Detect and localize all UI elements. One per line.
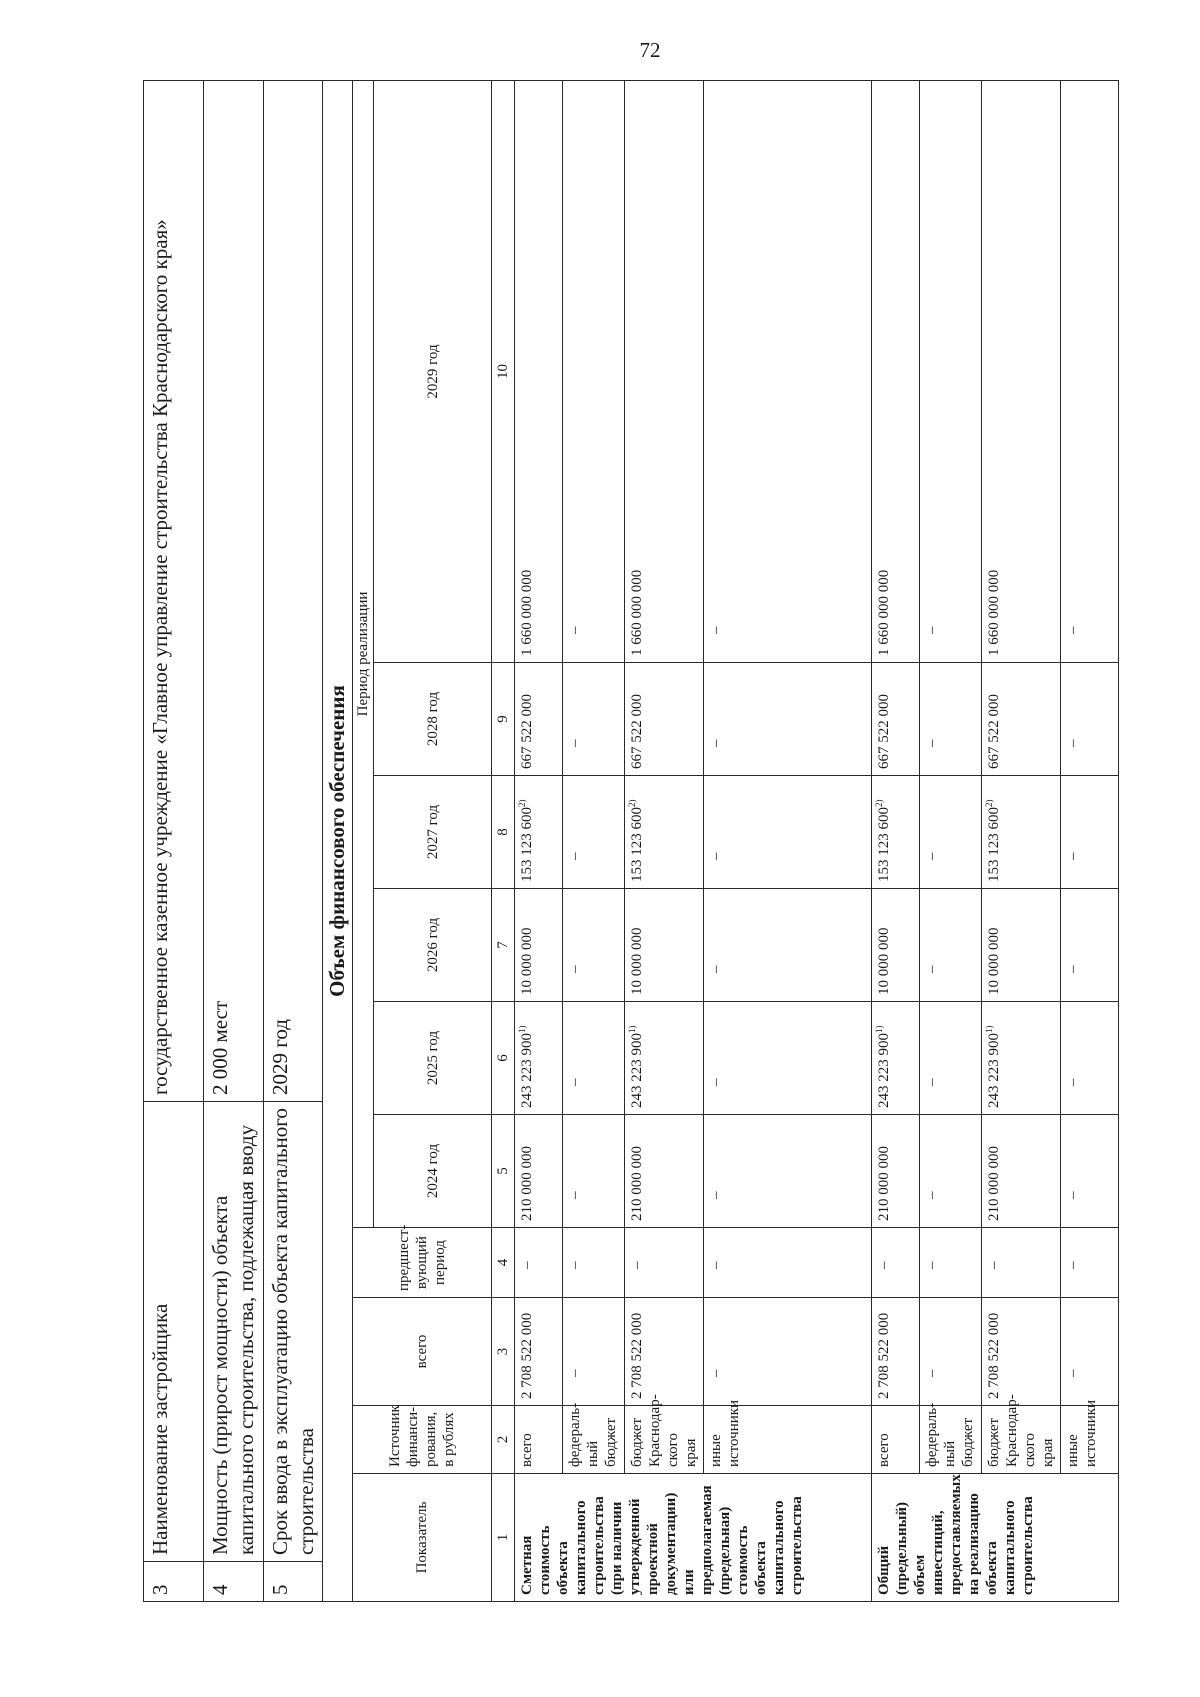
- value-cell: [872, 1228, 920, 1298]
- footnote-mark: 2): [627, 799, 637, 807]
- value-text: –: [1065, 1078, 1081, 1086]
- value-text: –: [708, 965, 724, 973]
- value-cell: [982, 1228, 1061, 1298]
- value-text: 243 223 900: [629, 1033, 645, 1108]
- value-text: –: [924, 1261, 940, 1269]
- column-number: 6: [492, 1002, 515, 1115]
- header-year: 2029 год: [374, 81, 492, 663]
- value-cell: [704, 663, 872, 776]
- section-title: Объем финансового обеспечения: [323, 80, 352, 1602]
- value-text: 10 000 000: [876, 927, 892, 995]
- value-text: 153 123 600: [876, 807, 892, 882]
- value-text: –: [924, 965, 940, 973]
- value-text: –: [567, 739, 583, 747]
- column-number: 7: [492, 889, 515, 1002]
- value-text: –: [567, 1078, 583, 1086]
- value-text: –: [567, 1369, 583, 1377]
- header-previous-period: предшест-вующий период: [353, 1228, 492, 1298]
- info-row-capacity: [204, 81, 264, 1602]
- column-number: 5: [492, 1115, 515, 1228]
- value-text: 1 660 000 000: [629, 569, 645, 656]
- value-text: –: [1065, 965, 1081, 973]
- value-cell: [515, 663, 563, 776]
- row-label: Срок ввода в эксплуатацию объекта капитального строительства: [263, 1102, 323, 1562]
- value-cell: [515, 1115, 563, 1228]
- indicator-cell: Сметная стоимость объекта капитального строительства (при наличии утвержденной проектной документации) или предполагаемая (предельная) стоимость объекта капитального строительства: [515, 1474, 872, 1602]
- value-text: 667 522 000: [876, 694, 892, 769]
- row-label: Наименование застройщика: [144, 1102, 204, 1562]
- value-text: –: [1065, 852, 1081, 860]
- source-cell: федераль-ный бюджет: [563, 1406, 625, 1474]
- header-period: Период реализации: [353, 81, 374, 1228]
- row-label: Мощность (прирост мощности) объекта капитального строительства, подлежащая вводу: [204, 1102, 264, 1562]
- header-total: всего: [353, 1298, 492, 1406]
- value-cell: [920, 776, 982, 889]
- value-cell: [704, 889, 872, 1002]
- value-cell: [515, 81, 563, 663]
- column-number: 8: [492, 776, 515, 889]
- value-cell: [625, 1115, 704, 1228]
- value-text: –: [708, 1261, 724, 1269]
- table-row: [704, 81, 872, 1602]
- source-cell: федераль-ный бюджет: [920, 1406, 982, 1474]
- value-cell: [872, 1298, 920, 1406]
- value-cell: [872, 776, 920, 889]
- value-text: –: [629, 1261, 645, 1269]
- value-cell: [920, 1002, 982, 1115]
- value-cell: [625, 1002, 704, 1115]
- value-text: –: [708, 1191, 724, 1199]
- value-cell: [704, 81, 872, 663]
- row-value: государственное казенное учреждение «Главное управление строительства Краснодарского края»: [144, 81, 204, 1102]
- row-number: 3: [144, 1562, 204, 1602]
- value-cell: [563, 889, 625, 1002]
- value-text: 153 123 600: [629, 807, 645, 882]
- value-text: –: [986, 1261, 1002, 1269]
- value-text: –: [924, 626, 940, 634]
- value-cell: [1061, 776, 1119, 889]
- value-cell: [920, 1298, 982, 1406]
- table-row: [515, 81, 563, 1602]
- footnote-mark: 2): [517, 799, 527, 807]
- value-cell: [1061, 889, 1119, 1002]
- value-cell: [625, 81, 704, 663]
- value-cell: [1061, 663, 1119, 776]
- value-text: –: [567, 852, 583, 860]
- header-indicator: Показатель: [353, 1474, 492, 1602]
- value-cell: [982, 1002, 1061, 1115]
- footnote-mark: 1): [517, 1025, 527, 1033]
- value-cell: [920, 1228, 982, 1298]
- row-value: 2029 год: [263, 81, 323, 1102]
- value-cell: [563, 1002, 625, 1115]
- column-number: 2: [492, 1406, 515, 1474]
- column-number: 9: [492, 663, 515, 776]
- column-number: 10: [492, 81, 515, 663]
- value-cell: [1061, 1002, 1119, 1115]
- value-text: –: [1065, 626, 1081, 634]
- info-row-deadline: [263, 81, 323, 1602]
- value-cell: [563, 1298, 625, 1406]
- value-cell: [704, 776, 872, 889]
- value-cell: [1061, 1115, 1119, 1228]
- value-text: –: [519, 1261, 535, 1269]
- value-text: 243 223 900: [876, 1033, 892, 1108]
- value-text: 2 708 522 000: [876, 1312, 892, 1399]
- header-year: 2028 год: [374, 663, 492, 776]
- value-text: –: [567, 1261, 583, 1269]
- source-cell: бюджет Краснодар-ского края: [982, 1406, 1061, 1474]
- source-cell: иные источники: [704, 1406, 872, 1474]
- financing-table-body: [515, 81, 1119, 1602]
- value-cell: [920, 889, 982, 1002]
- value-cell: [872, 663, 920, 776]
- source-cell: всего: [872, 1406, 920, 1474]
- value-cell: [563, 81, 625, 663]
- value-cell: [563, 663, 625, 776]
- value-cell: [982, 81, 1061, 663]
- landscape-sheet: [143, 80, 1099, 1602]
- value-cell: [704, 1002, 872, 1115]
- column-number: 3: [492, 1298, 515, 1406]
- table-row: [920, 81, 982, 1602]
- info-row-builder: [144, 81, 204, 1602]
- source-cell: иные источники: [1061, 1406, 1119, 1474]
- header-source: Источник финанси-рования, в рублях: [353, 1406, 492, 1474]
- footnote-mark: 2): [984, 799, 994, 807]
- footnote-mark: 2): [874, 799, 884, 807]
- value-cell: [982, 1298, 1061, 1406]
- value-cell: [515, 889, 563, 1002]
- header-year: 2025 год: [374, 1002, 492, 1115]
- value-cell: [982, 889, 1061, 1002]
- row-value: 2 000 мест: [204, 81, 264, 1102]
- column-number: 4: [492, 1228, 515, 1298]
- value-text: –: [924, 1191, 940, 1199]
- footnote-mark: 1): [627, 1025, 637, 1033]
- value-cell: [920, 1115, 982, 1228]
- value-text: 1 660 000 000: [986, 569, 1002, 656]
- value-text: 243 223 900: [986, 1033, 1002, 1108]
- value-text: 2 708 522 000: [519, 1312, 535, 1399]
- value-text: 2 708 522 000: [986, 1312, 1002, 1399]
- value-cell: [563, 1115, 625, 1228]
- value-text: –: [924, 1369, 940, 1377]
- value-text: 10 000 000: [629, 927, 645, 995]
- row-number: 4: [204, 1562, 264, 1602]
- value-text: 153 123 600: [986, 807, 1002, 882]
- value-text: 667 522 000: [519, 694, 535, 769]
- object-info-table: [143, 80, 323, 1602]
- value-cell: [920, 81, 982, 663]
- value-cell: [625, 776, 704, 889]
- value-text: –: [567, 965, 583, 973]
- source-cell: бюджет Краснодар-ского края: [625, 1406, 704, 1474]
- value-cell: [625, 663, 704, 776]
- value-cell: [515, 776, 563, 889]
- value-cell: [625, 1228, 704, 1298]
- table-row: [872, 81, 920, 1602]
- value-cell: [1061, 1228, 1119, 1298]
- value-text: –: [708, 626, 724, 634]
- value-text: 210 000 000: [629, 1146, 645, 1221]
- column-number-row: [492, 81, 515, 1602]
- value-text: –: [708, 739, 724, 747]
- value-cell: [704, 1228, 872, 1298]
- value-cell: [625, 889, 704, 1002]
- value-text: 210 000 000: [519, 1146, 535, 1221]
- table-row: [982, 81, 1061, 1602]
- value-text: –: [924, 852, 940, 860]
- footnote-mark: 1): [874, 1025, 884, 1033]
- value-text: –: [876, 1261, 892, 1269]
- value-cell: [982, 663, 1061, 776]
- value-cell: [515, 1228, 563, 1298]
- value-text: 210 000 000: [986, 1146, 1002, 1221]
- table-row: [563, 81, 625, 1602]
- value-cell: [704, 1298, 872, 1406]
- value-text: –: [708, 1078, 724, 1086]
- value-cell: [1061, 81, 1119, 663]
- value-text: 1 660 000 000: [876, 569, 892, 656]
- value-text: 667 522 000: [629, 694, 645, 769]
- value-text: 243 223 900: [519, 1033, 535, 1108]
- value-cell: [872, 81, 920, 663]
- value-cell: [563, 776, 625, 889]
- footnote-mark: 1): [984, 1025, 994, 1033]
- value-text: –: [708, 852, 724, 860]
- value-text: –: [567, 626, 583, 634]
- header-year: 2027 год: [374, 776, 492, 889]
- header-year: 2024 год: [374, 1115, 492, 1228]
- page-number: 72: [639, 38, 661, 62]
- value-cell: [982, 1115, 1061, 1228]
- value-text: –: [1065, 1369, 1081, 1377]
- value-text: –: [924, 739, 940, 747]
- table-row: [625, 81, 704, 1602]
- value-text: 2 708 522 000: [629, 1312, 645, 1399]
- value-text: 153 123 600: [519, 807, 535, 882]
- value-cell: [515, 1298, 563, 1406]
- value-text: 1 660 000 000: [519, 569, 535, 656]
- source-cell: всего: [515, 1406, 563, 1474]
- row-number: 5: [263, 1562, 323, 1602]
- value-cell: [920, 663, 982, 776]
- value-text: 10 000 000: [519, 927, 535, 995]
- table-row: [1061, 81, 1119, 1602]
- value-text: –: [1065, 1261, 1081, 1269]
- value-text: 667 522 000: [986, 694, 1002, 769]
- value-text: –: [567, 1191, 583, 1199]
- value-text: –: [708, 1369, 724, 1377]
- value-cell: [625, 1298, 704, 1406]
- financing-table: [352, 80, 1119, 1602]
- value-cell: [982, 776, 1061, 889]
- value-text: –: [1065, 739, 1081, 747]
- value-cell: [872, 1002, 920, 1115]
- value-cell: [704, 1115, 872, 1228]
- value-text: 10 000 000: [986, 927, 1002, 995]
- value-text: –: [1065, 1191, 1081, 1199]
- value-cell: [563, 1228, 625, 1298]
- value-text: –: [924, 1078, 940, 1086]
- column-number: 1: [492, 1474, 515, 1602]
- value-cell: [872, 1115, 920, 1228]
- indicator-cell: Общий (предельный) объем инвестиций, предоставляемых на реализацию объекта капитального строительства: [872, 1474, 1119, 1602]
- value-cell: [1061, 1298, 1119, 1406]
- value-text: 210 000 000: [876, 1146, 892, 1221]
- value-cell: [515, 1002, 563, 1115]
- header-year: 2026 год: [374, 889, 492, 1002]
- value-cell: [872, 889, 920, 1002]
